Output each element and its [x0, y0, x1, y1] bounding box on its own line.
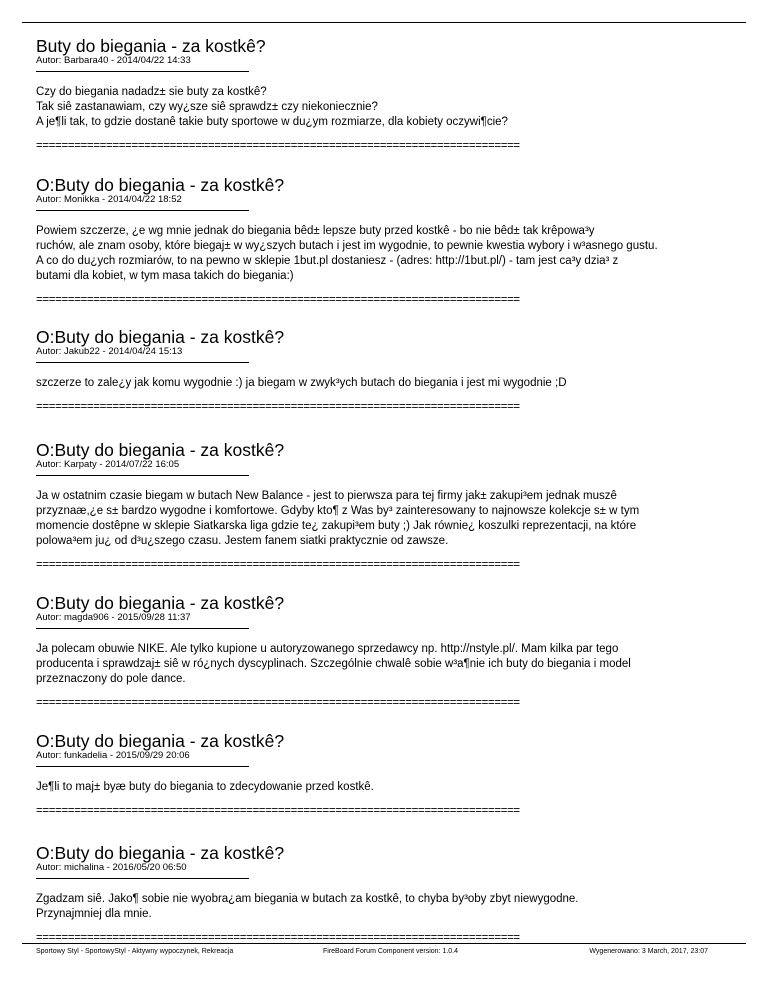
- post-meta: Autor: michalina - 2016/05/20 06:50: [36, 862, 187, 873]
- footer-component-version: FireBoard Forum Component version: 1.0.4: [323, 948, 459, 955]
- post-7: [36, 843, 736, 945]
- post-title: O:Buty do biegania - za kostkê?: [36, 843, 285, 863]
- footer-generated-date: Wygenerowano: 3 March, 2017, 23:07: [589, 948, 708, 955]
- post-1: [36, 36, 736, 153]
- post-meta: Autor: funkadelia - 2015/09/29 20:06: [36, 750, 190, 761]
- post-4: [36, 440, 736, 572]
- post-title: O:Buty do biegania - za kostkê?: [36, 175, 285, 195]
- post-title: O:Buty do biegania - za kostkê?: [36, 593, 285, 613]
- post-body: [36, 489, 736, 549]
- post-body: [36, 892, 736, 922]
- footer-rule: [22, 943, 746, 944]
- body-line: szczerze to zale¿y jak komu wygodnie :) ja biegam w zwyk³ych butach do biegania i jest mi wygodnie ;D: [36, 377, 567, 389]
- post-meta: Autor: magda906 - 2015/09/28 11:37: [36, 612, 191, 623]
- meta-rule: [36, 475, 249, 476]
- post-3: [36, 327, 736, 414]
- post-separator: ============================================================================: [36, 294, 520, 306]
- body-line: A je¶li tak, to gdzie dostanê takie buty sportowe w du¿ym rozmiarze, dla kobiety oczywi¶cie?: [36, 116, 508, 128]
- meta-rule: [36, 628, 249, 629]
- body-line: Tak siê zastanawiam, czy wy¿sze siê sprawdz± czy niekoniecznie?: [36, 101, 378, 113]
- meta-rule: [36, 71, 249, 72]
- body-line: momencie dostêpne w sklepie Siatkarska liga gdzie te¿ zakupi³em buty ;) Jak równie¿ koszulki reprezentacji, na które: [36, 520, 637, 532]
- body-line: Ja w ostatnim czasie biegam w butach New Balance - jest to pierwsza para tej firmy jak± zakupi³em jednak muszê: [36, 490, 617, 502]
- post-separator: ============================================================================: [36, 697, 520, 709]
- post-meta: Autor: Karpaty - 2014/07/22 16:05: [36, 459, 180, 470]
- top-rule: [22, 22, 746, 23]
- post-body: [36, 780, 736, 795]
- meta-rule: [36, 210, 249, 211]
- post-body: [36, 85, 736, 130]
- body-line: butami dla kobiet, w tym masa takich do biegania:): [36, 270, 294, 282]
- meta-rule: [36, 878, 249, 879]
- body-line: przyznaæ,¿e s± bardzo wygodne i komfortowe. Gdyby kto¶ z Was by³ zainteresowany to najnowsze kolekcje s± w tym: [36, 505, 640, 517]
- post-meta: Autor: Barbara40 - 2014/04/22 14:33: [36, 55, 191, 66]
- post-separator: ============================================================================: [36, 932, 520, 944]
- post-5: [36, 593, 736, 710]
- post-separator: ============================================================================: [36, 805, 520, 817]
- body-line: Zgadzam siê. Jako¶ sobie nie wyobra¿am biegania w butach za kostkê, to chyba by³oby zbyt niewygodne.: [36, 893, 579, 905]
- post-title: Buty do biegania - za kostkê?: [36, 36, 266, 56]
- post-body: [36, 642, 736, 687]
- post-meta: Autor: Monikka - 2014/04/22 18:52: [36, 194, 182, 205]
- body-line: Powiem szczerze, ¿e wg mnie jednak do biegania bêd± lepsze buty przed kostkê - bo nie bêd± tak krêpowa³y: [36, 225, 595, 237]
- footer-site-name: Sportowy Styl - SportowyStyl - Aktywny wypoczynek, Rekreacja: [36, 948, 234, 955]
- body-line: Przynajmniej dla mnie.: [36, 908, 152, 920]
- post-body: [36, 376, 736, 391]
- meta-rule: [36, 766, 249, 767]
- body-line: przeznaczony do pole dance.: [36, 673, 186, 685]
- body-line: ruchów, ale znam osoby, które biegaj± w wy¿szych butach i jest im wygodnie, to pewnie kwestia wybory i w³asnego gustu.: [36, 240, 658, 252]
- post-title: O:Buty do biegania - za kostkê?: [36, 731, 285, 751]
- post-body: [36, 224, 736, 284]
- body-line: A co do du¿ych rozmiarów, to na pewno w sklepie 1but.pl dostaniesz - (adres: http://1but.pl/) - tam jest ca³y dzia³ z: [36, 255, 619, 267]
- body-line: Czy do biegania nadadz± sie buty za kostkê?: [36, 86, 267, 98]
- post-meta: Autor: Jakub22 - 2014/04/24 15:13: [36, 346, 183, 357]
- body-line: Ja polecam obuwie NIKE. Ale tylko kupione u autoryzowanego sprzedawcy np. http://nstyle.pl/. Mam kilka par tego: [36, 643, 619, 655]
- meta-rule: [36, 362, 249, 363]
- post-6: [36, 731, 736, 818]
- post-separator: ============================================================================: [36, 140, 520, 152]
- post-title: O:Buty do biegania - za kostkê?: [36, 327, 285, 347]
- post-separator: ============================================================================: [36, 401, 520, 413]
- post-2: [36, 175, 736, 307]
- body-line: polowa³em ju¿ od d³u¿szego czasu. Jestem fanem siatki praktycznie od zawsze.: [36, 535, 449, 547]
- post-title: O:Buty do biegania - za kostkê?: [36, 440, 285, 460]
- body-line: Je¶li to maj± byæ buty do biegania to zdecydowanie przed kostkê.: [36, 781, 374, 793]
- body-line: producenta i sprawdzaj± siê w ró¿nych dyscyplinach. Szczególnie chwalê sobie w³a¶nie ich buty do biegania i model: [36, 658, 631, 670]
- post-separator: ============================================================================: [36, 559, 520, 571]
